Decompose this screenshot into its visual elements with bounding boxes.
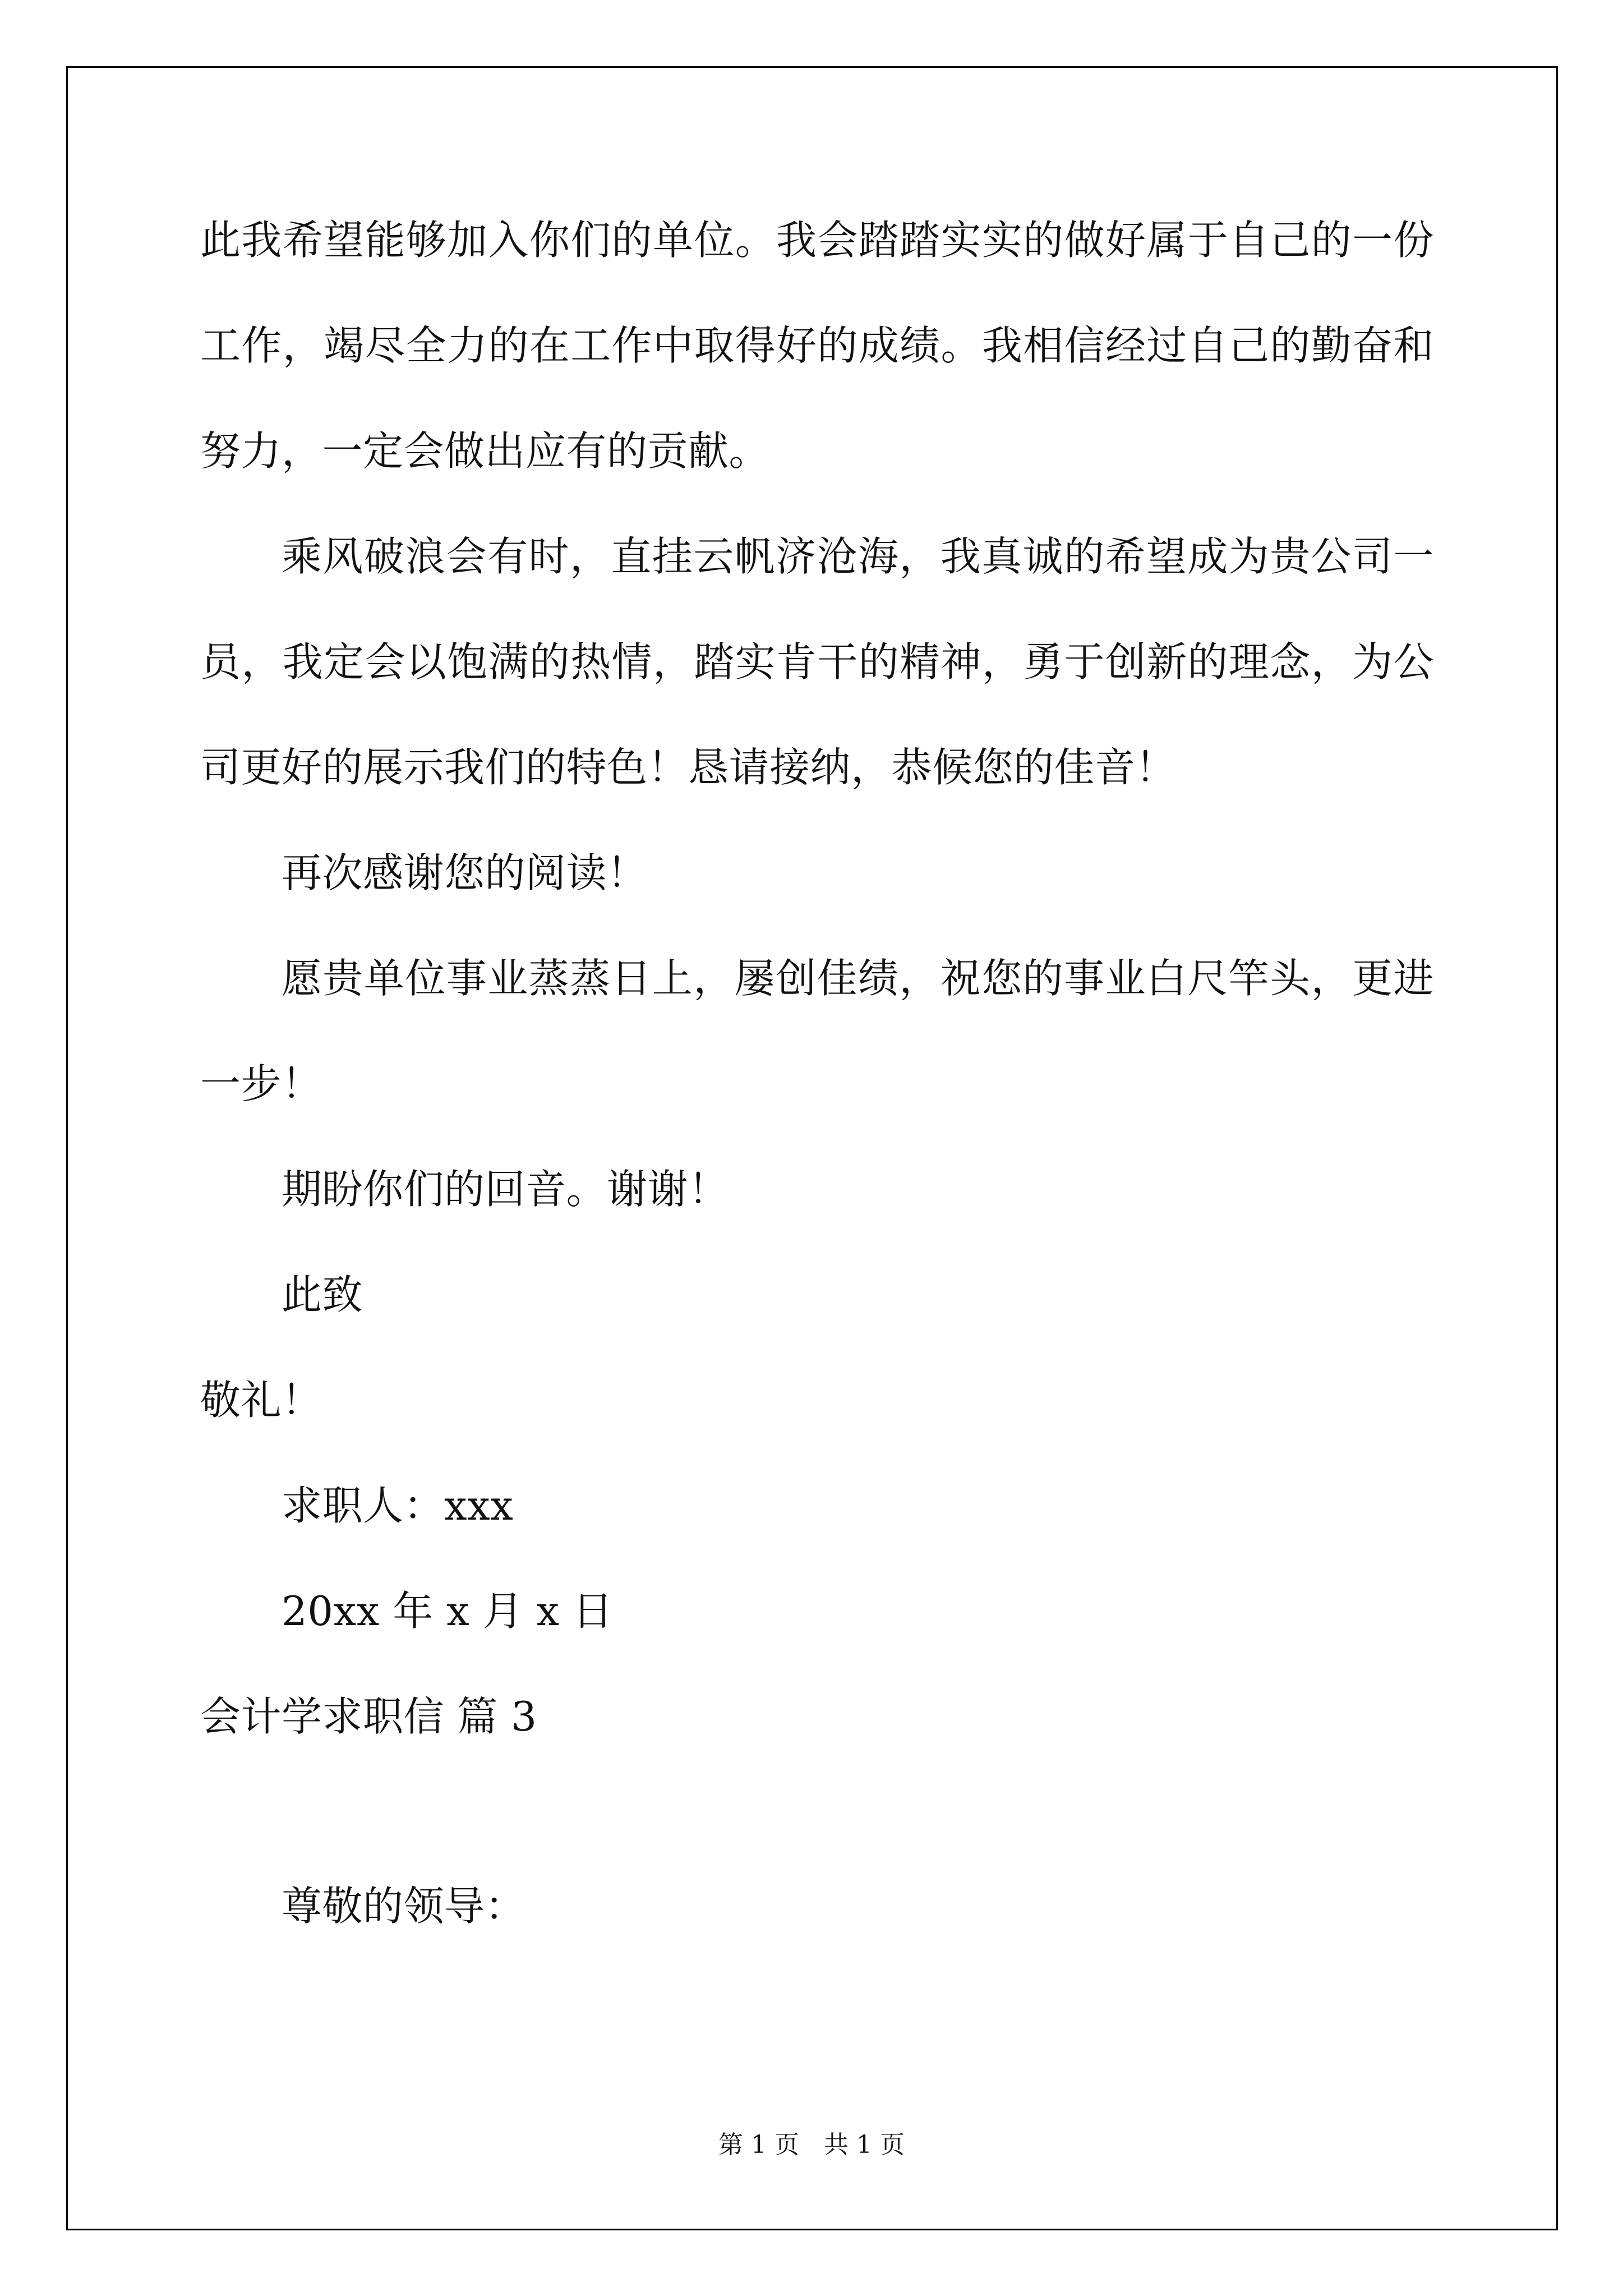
body-line-10: 期盼你们的回音。谢谢！ xyxy=(282,1166,729,1213)
body-line-8: 愿贵单位事业蒸蒸日上，屡创佳绩，祝您的事业白尺竿头，更进 xyxy=(282,955,1434,1002)
body-line-7: 再次感谢您的阅读！ xyxy=(282,849,648,896)
salutation-line: 敬礼！ xyxy=(200,1377,322,1424)
body-line-4: 乘风破浪会有时，直挂云帆济沧海，我真诚的希望成为贵公司一 xyxy=(282,533,1434,580)
body-line-6: 司更好的展示我们的特色！恳请接纳，恭候您的佳音！ xyxy=(200,744,1177,791)
body-line-9: 一步！ xyxy=(200,1060,322,1107)
date-line: 20xx 年 x 月 x 日 xyxy=(282,1588,614,1635)
greeting-line: 尊敬的领导： xyxy=(282,1883,526,1930)
page-footer: 第 1 页 共 1 页 xyxy=(718,2131,905,2159)
applicant-line: 求职人：xxx xyxy=(282,1482,514,1529)
section-heading: 会计学求职信 篇 3 xyxy=(200,1693,537,1740)
body-line-2: 工作，竭尽全力的在工作中取得好的成绩。我相信经过自己的勤奋和 xyxy=(200,322,1434,369)
body-line-5: 员，我定会以饱满的热情，踏实肯干的精神，勇于创新的理念，为公 xyxy=(200,638,1434,685)
body-line-3: 努力，一定会做出应有的贡献。 xyxy=(200,427,770,475)
closing-line: 此致 xyxy=(282,1271,363,1318)
body-line-1: 此我希望能够加入你们的单位。我会踏踏实实的做好属于自己的一份 xyxy=(200,217,1434,264)
